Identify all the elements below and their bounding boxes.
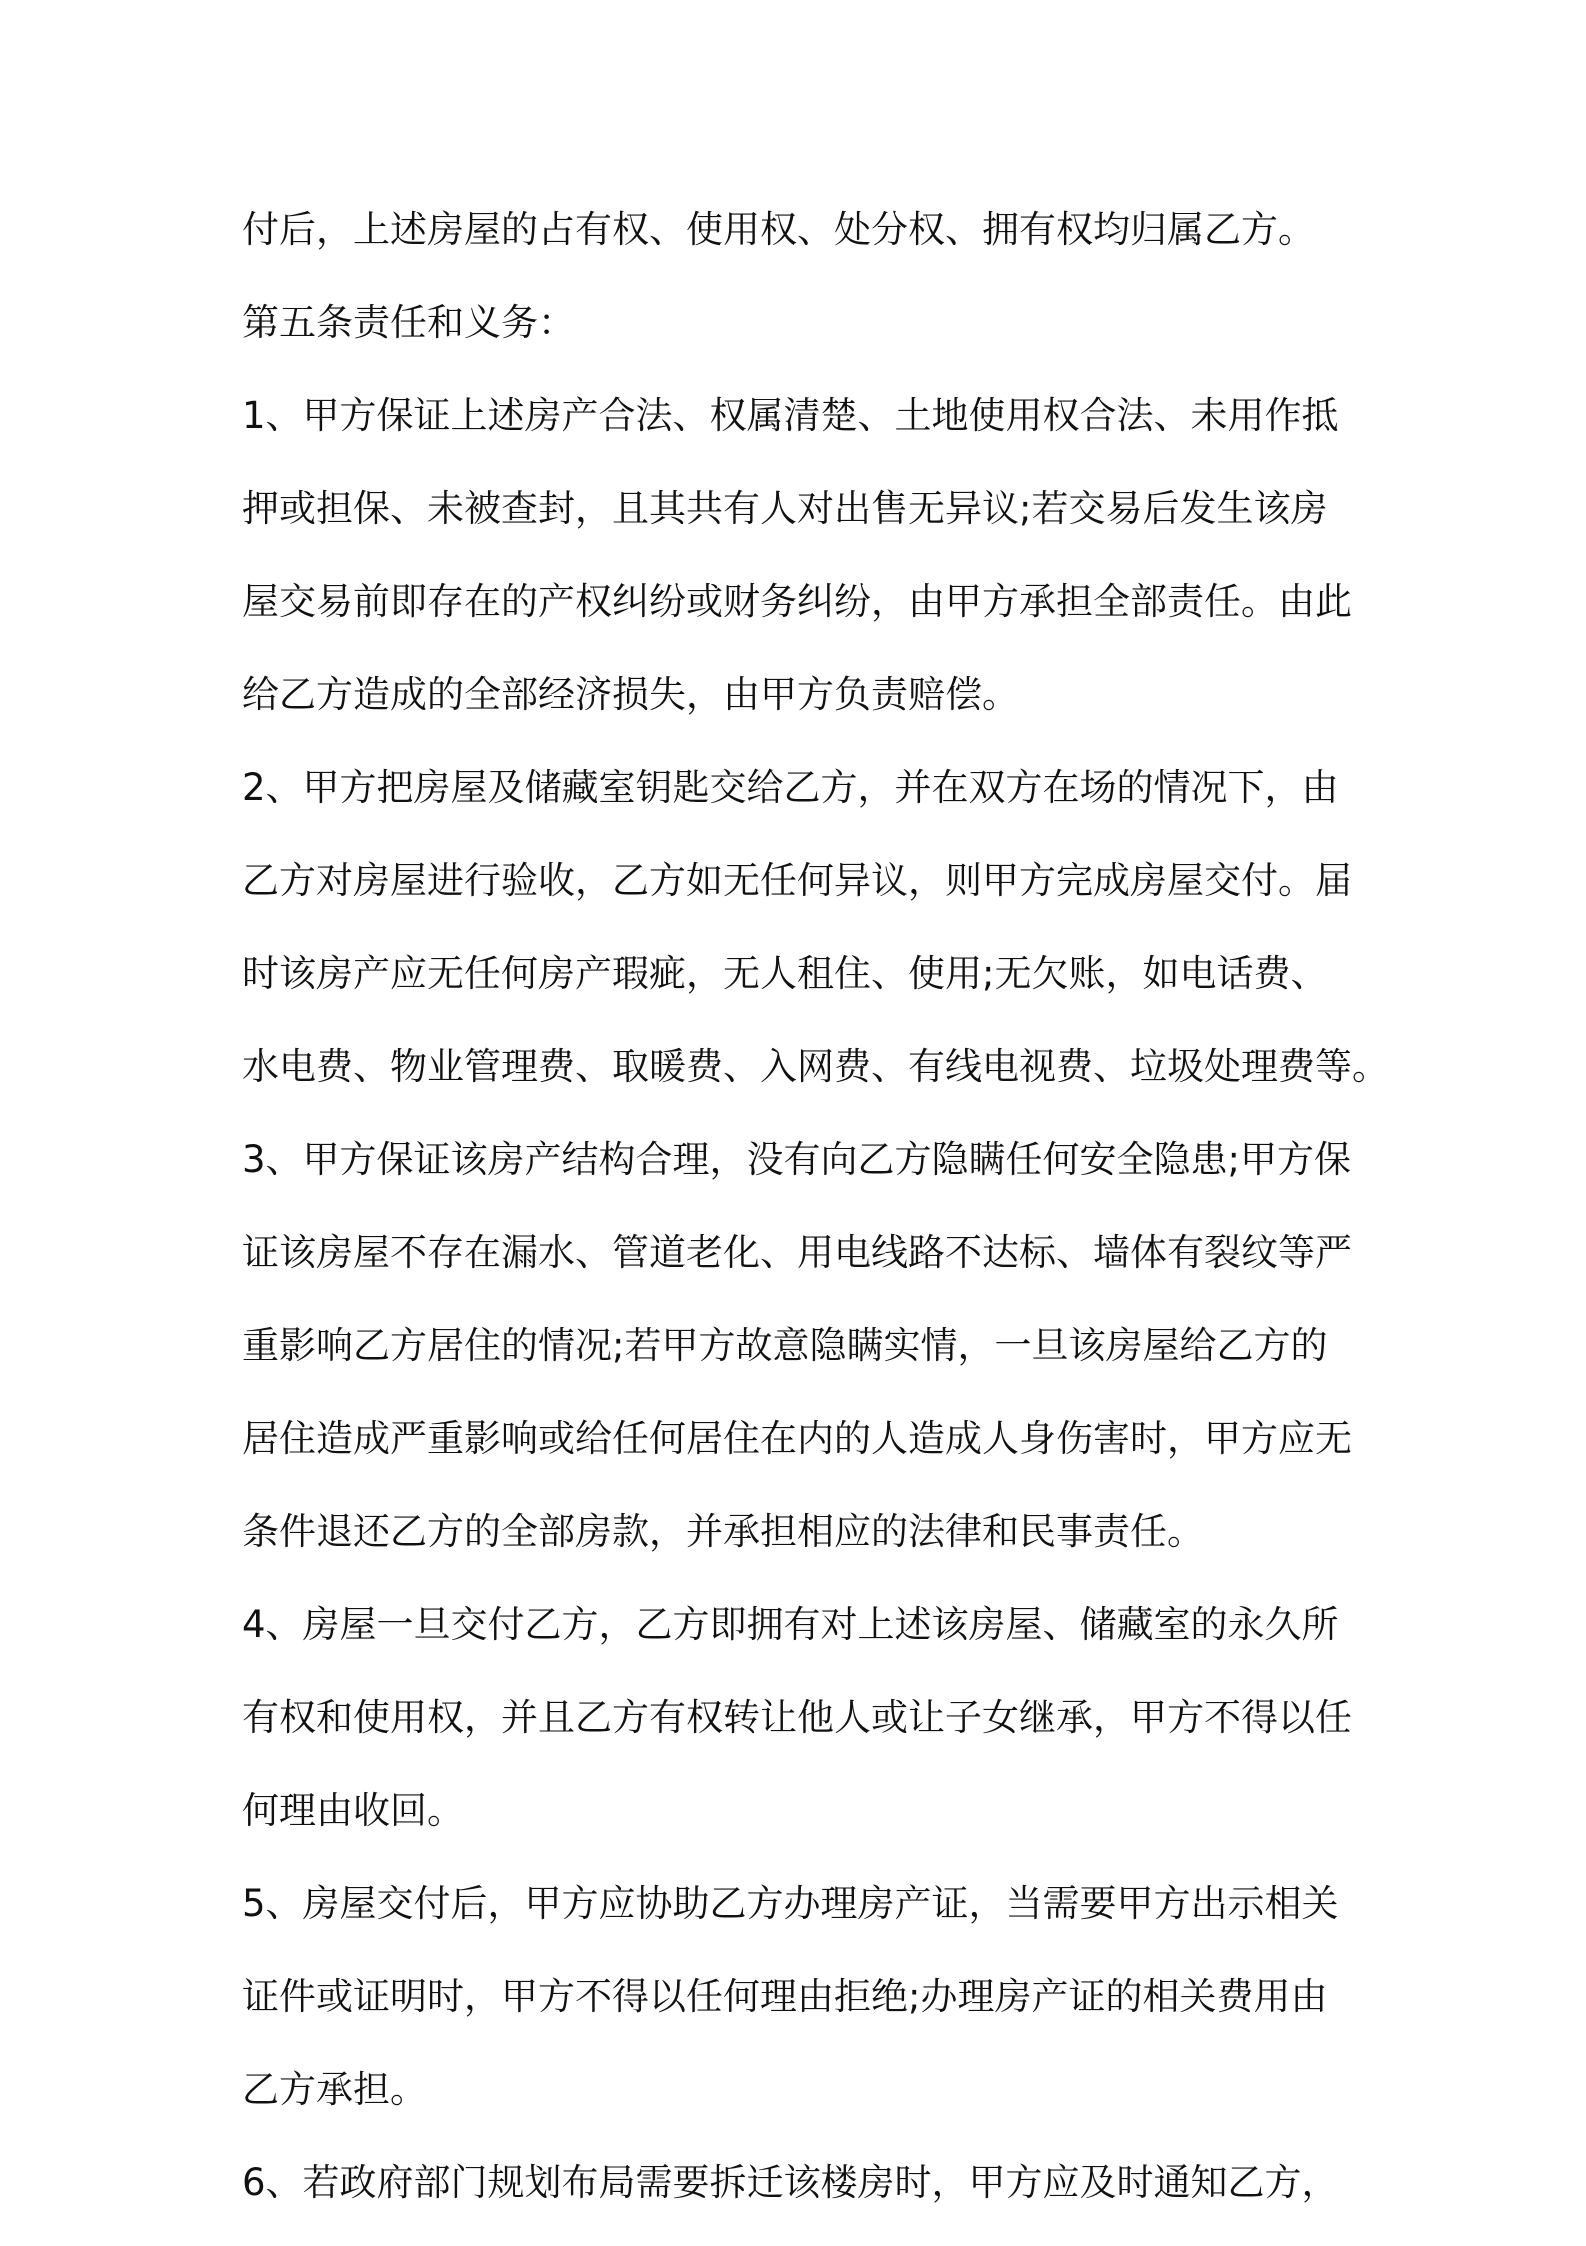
text-line: 给乙方造成的全部经济损失，由甲方负责赔偿。 [242, 673, 1019, 716]
text-line: 2、甲方把房屋及储藏室钥匙交给乙方，并在双方在场的情况下，由 [242, 766, 1339, 809]
text-line: 付后，上述房屋的占有权、使用权、处分权、拥有权均归属乙方。 [242, 208, 1315, 251]
text-line: 时该房产应无任何房产瑕疵，无人租住、使用;无欠账，如电话费、 [242, 952, 1328, 995]
text-line: 何理由收回。 [242, 1789, 464, 1832]
text-line: 水电费、物业管理费、取暖费、入网费、有线电视费、垃圾处理费等。 [242, 1045, 1389, 1088]
text-line: 重影响乙方居住的情况;若甲方故意隐瞒实情，一旦该房屋给乙方的 [242, 1324, 1328, 1367]
text-line: 5、房屋交付后，甲方应协助乙方办理房产证，当需要甲方出示相关 [242, 1882, 1339, 1925]
text-line: 3、甲方保证该房产结构合理，没有向乙方隐瞒任何安全隐患;甲方保 [242, 1138, 1352, 1181]
text-line: 证该房屋不存在漏水、管道老化、用电线路不达标、墙体有裂纹等严 [242, 1231, 1352, 1274]
text-line: 4、房屋一旦交付乙方，乙方即拥有对上述该房屋、储藏室的永久所 [242, 1603, 1339, 1646]
text-line: 居住造成严重影响或给任何居住在内的人造成人身伤害时，甲方应无 [242, 1417, 1352, 1460]
text-line: 证件或证明时，甲方不得以任何理由拒绝;办理房产证的相关费用由 [242, 1975, 1328, 2018]
text-line: 乙方承担。 [242, 2068, 427, 2111]
text-line: 6、若政府部门规划布局需要拆迁该楼房时，甲方应及时通知乙方， [242, 2161, 1339, 2204]
text-line: 有权和使用权，并且乙方有权转让他人或让子女继承，甲方不得以任 [242, 1696, 1352, 1739]
text-line: 乙方对房屋进行验收，乙方如无任何异议，则甲方完成房屋交付。届 [242, 859, 1352, 902]
text-line: 1、甲方保证上述房产合法、权属清楚、土地使用权合法、未用作抵 [242, 394, 1339, 437]
section-heading: 第五条责任和义务： [242, 301, 575, 344]
text-line: 屋交易前即存在的产权纠纷或财务纠纷，由甲方承担全部责任。由此 [242, 580, 1352, 623]
document-body [242, 200, 1389, 2246]
text-line: 条件退还乙方的全部房款，并承担相应的法律和民事责任。 [242, 1510, 1204, 1553]
text-line: 押或担保、未被查封，且其共有人对出售无异议;若交易后发生该房 [242, 487, 1328, 530]
